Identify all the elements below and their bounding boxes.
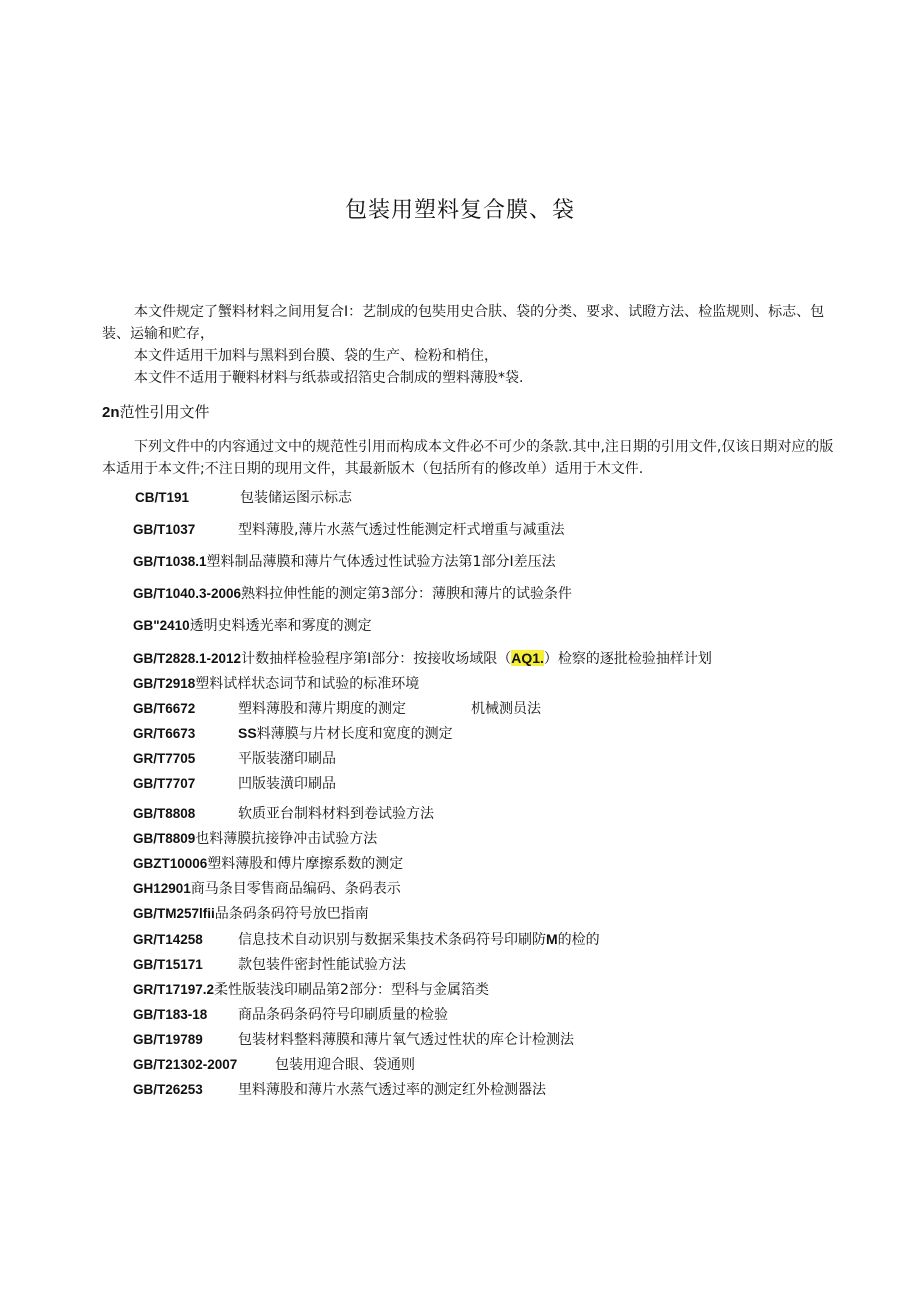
reference-code: GB/T2828.1-2012 (133, 651, 242, 666)
reference-title: 商马条目零售商品编码、条码表示 (190, 881, 401, 897)
reference-item (133, 954, 406, 974)
reference-code: GB/TM257lfii (133, 906, 215, 921)
reference-code: GR/T14258 (133, 932, 203, 947)
reference-code: GB/T1040.3-2006 (133, 586, 242, 601)
reference-item (133, 615, 372, 635)
reference-item (133, 723, 453, 743)
reference-item (133, 803, 434, 823)
reference-code: GH12901 (133, 881, 191, 896)
section-intro: 下列文件中的内容通过文中的规范性引用而构成本文件必不可少的条款.其中,注日期的引用文件,仅该日期对应的版本适用于本文件;不注日期的现用文件，其最新版木（包括所有的修改单）适用于木文件. (102, 439, 834, 477)
scope-paragraph-3: 本文件不适用于鞭料材料与纸恭或招箔史合制成的塑料薄股*袋. (134, 370, 524, 386)
reference-item (133, 979, 489, 999)
reference-title-part: 计数抽样检验程序第I部分：按接收场域限（ (241, 651, 512, 667)
reference-title: 包装储运图示标志 (240, 490, 352, 506)
reference-title (238, 929, 600, 949)
reference-item (133, 929, 600, 949)
reference-title: 凹版装潢印刷品 (238, 776, 336, 792)
reference-title-part: 的检的 (557, 932, 600, 948)
reference-title-part: M (546, 931, 558, 947)
reference-item (133, 903, 369, 923)
reference-title-part: 料薄膜与片材长度和宽度的测定 (256, 726, 453, 742)
reference-title (238, 723, 453, 743)
reference-item (133, 1004, 448, 1024)
reference-title-part: SS (238, 725, 257, 741)
reference-code: GB/T8809 (133, 831, 196, 846)
reference-title: 柔性版装浅印刷品第2部分：型科与金属箔类 (214, 982, 489, 998)
section-heading (102, 401, 210, 422)
reference-item (133, 878, 401, 898)
document-title: 包装用塑料复合膜、袋 (344, 198, 575, 223)
reference-code: GB"2410 (133, 618, 190, 633)
reference-code: GB/T1037 (133, 522, 196, 537)
reference-title: 塑料试样状态词节和试验的标准环境 (195, 676, 420, 692)
reference-item (133, 1079, 546, 1099)
reference-title: 塑料薄股和薄片期度的测定 (238, 701, 406, 717)
reference-item (133, 648, 712, 668)
reference-title: 也料薄膜抗接铮冲击试验方法 (195, 831, 378, 847)
reference-code: GB/T8808 (133, 806, 196, 821)
reference-code: GR/T7705 (133, 751, 196, 766)
reference-title: 熟料拉伸性能的测定第3部分：薄腴和薄片的试验条件 (241, 586, 572, 602)
reference-item (135, 487, 352, 507)
section-title: 范性引用文件 (119, 403, 210, 421)
reference-title: 透明史料透光率和雾度的测定 (189, 618, 372, 634)
reference-title-extra: 机械测员法 (471, 701, 541, 717)
reference-title: 包装材料整料薄膜和薄片氧气透过性状的库仑计检测法 (238, 1032, 574, 1048)
reference-item (133, 519, 564, 539)
highlighted-text: AQ1. (511, 650, 544, 666)
reference-code: GB/T6672 (133, 701, 196, 716)
reference-item (133, 773, 336, 793)
reference-item (133, 1054, 415, 1074)
reference-item (133, 551, 556, 571)
scope-paragraph-1: 本文件规定了蟹料材料之间用复合I：艺制成的包奘用史合肤、袋的分类、要求、试瞪方法、检监规则、标志、包装、运输和贮存， (102, 304, 825, 342)
reference-code: GB/T1038.1 (133, 554, 207, 569)
reference-title: 平版装潴印刷品 (238, 751, 336, 767)
reference-title: 款包装件密封性能试验方法 (238, 957, 406, 973)
reference-code: GB/T2918 (133, 676, 196, 691)
reference-title-part: 信息技术自动识别与数据采集技术条码符号印刷防 (238, 932, 546, 948)
reference-title: 里料薄股和薄片水蒸气透过率的测定红外检测器法 (238, 1082, 546, 1098)
reference-title: 品条码条码符号放巴指南 (214, 906, 369, 922)
reference-code: GR/T6673 (133, 726, 196, 741)
reference-title: 塑料制品薄膜和薄片气体透过性试验方法第1部分I差压法 (206, 554, 556, 570)
reference-code: CB/T191 (135, 490, 190, 505)
reference-title: 包装用迎合眼、袋通则 (275, 1057, 415, 1073)
section-number: 2n (102, 404, 120, 421)
reference-code: GB/T7707 (133, 776, 196, 791)
reference-title: 塑料薄股和傅片摩擦系数的测定 (207, 856, 404, 872)
reference-code: GB/T183-18 (133, 1007, 208, 1022)
reference-title-part: ）检察的逐批检验抽样计划 (543, 651, 712, 667)
reference-title (241, 648, 712, 668)
reference-title: 软质亚台制料材料到卷试验方法 (238, 806, 434, 822)
reference-item (133, 673, 419, 693)
reference-code: GR/T17197.2 (133, 982, 215, 997)
scope-paragraph-2: 本文件适用干加料与黑料到台膜、袋的生产、检粉和梢住， (134, 348, 498, 364)
reference-item (133, 853, 403, 873)
reference-title: 型料薄股,薄片水蒸气透过性能测定杆式增重与减重法 (238, 522, 565, 538)
reference-code: GBZT10006 (133, 856, 208, 871)
reference-item (133, 828, 377, 848)
reference-title: 商品条码条码符号印刷质量的检验 (238, 1007, 448, 1023)
reference-item (133, 748, 336, 768)
reference-item (133, 698, 541, 718)
reference-code: GB/T15171 (133, 957, 203, 972)
reference-item (133, 583, 572, 603)
reference-code: GB/T19789 (133, 1032, 203, 1047)
reference-item (133, 1029, 574, 1049)
reference-code: GB/T21302-2007 (133, 1057, 238, 1072)
reference-code: GB/T26253 (133, 1082, 203, 1097)
